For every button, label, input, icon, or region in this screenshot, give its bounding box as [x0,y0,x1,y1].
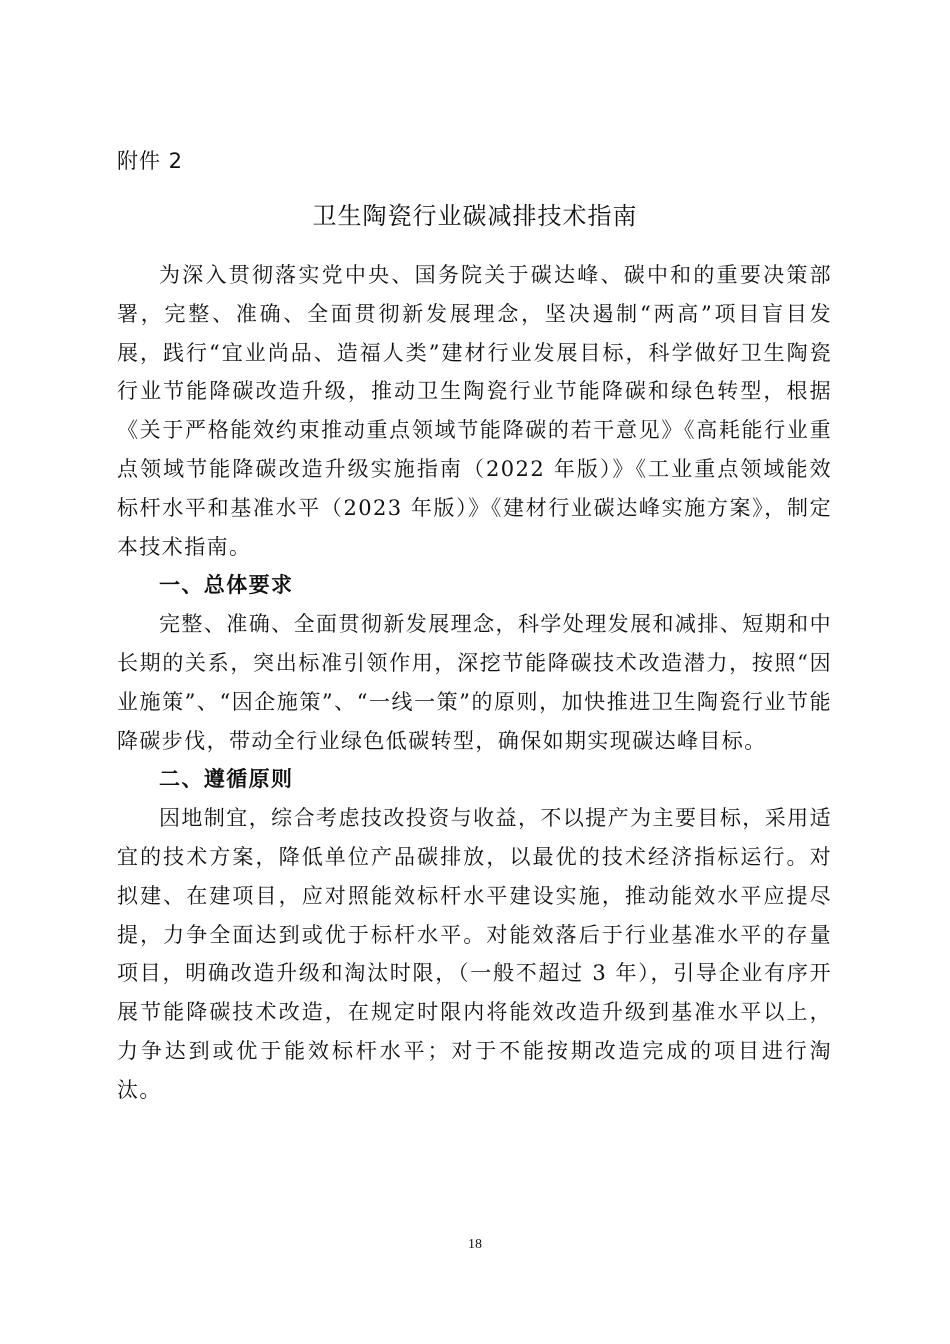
document-body [117,256,832,1110]
annex-label: 附件 2 [117,149,184,173]
page-number: 18 [468,1237,482,1252]
section-heading-general-requirements: 一、总体要求 [159,573,294,598]
intro-paragraph: 为深入贯彻落实党中央、国务院关于碳达峰、碳中和的重要决策部署，完整、准确、全面贯彻新发展理念，坚决遏制“两高”项目盲目发展，践行“宜业尚品、造福人类”建材行业发展目标，科学做好卫生陶瓷行业节能降碳改造升级，推动卫生陶瓷行业节能降碳和绿色转型，根据《关于严格能效约束推动重点领域节能降碳的若干意见》《高耗能行业重点领域节能降碳改造升级实施指南（2022 年版）》《工业重点领域能效标杆水平和基准水平（2023 年版）》《建材行业碳达峰实施方案》，制定本技术指南。 [117,263,832,559]
document-title: 卫生陶瓷行业碳减排技术指南 [312,202,638,230]
section-paragraph-principles: 因地制宜，综合考虑技改投资与收益，不以提产为主要目标，采用适宜的技术方案，降低单位产品碳排放，以最优的技术经济指标运行。对拟建、在建项目，应对照能效标杆水平建设实施，推动能效水平应提尽提，力争全面达到或优于标杆水平。对能效落后于行业基准水平的存量项目，明确改造升级和淘汰时限，（一般不超过 3 年），引导企业有序开展节能降碳技术改造，在规定时限内将能效改造升级到基准水平以上，力争达到或优于能效标杆水平；对于不能按期改造完成的项目进行淘汰。 [117,806,832,1102]
section-paragraph-general-requirements: 完整、准确、全面贯彻新发展理念，科学处理发展和减排、短期和中长期的关系，突出标准引领作用，深挖节能降碳技术改造潜力，按照“因业施策”、“因企施策”、“一线一策”的原则，加快推进卫生陶瓷行业节能降碳步伐，带动全行业绿色低碳转型，确保如期实现碳达峰目标。 [117,612,832,753]
section-heading-principles: 二、遵循原则 [159,767,294,792]
